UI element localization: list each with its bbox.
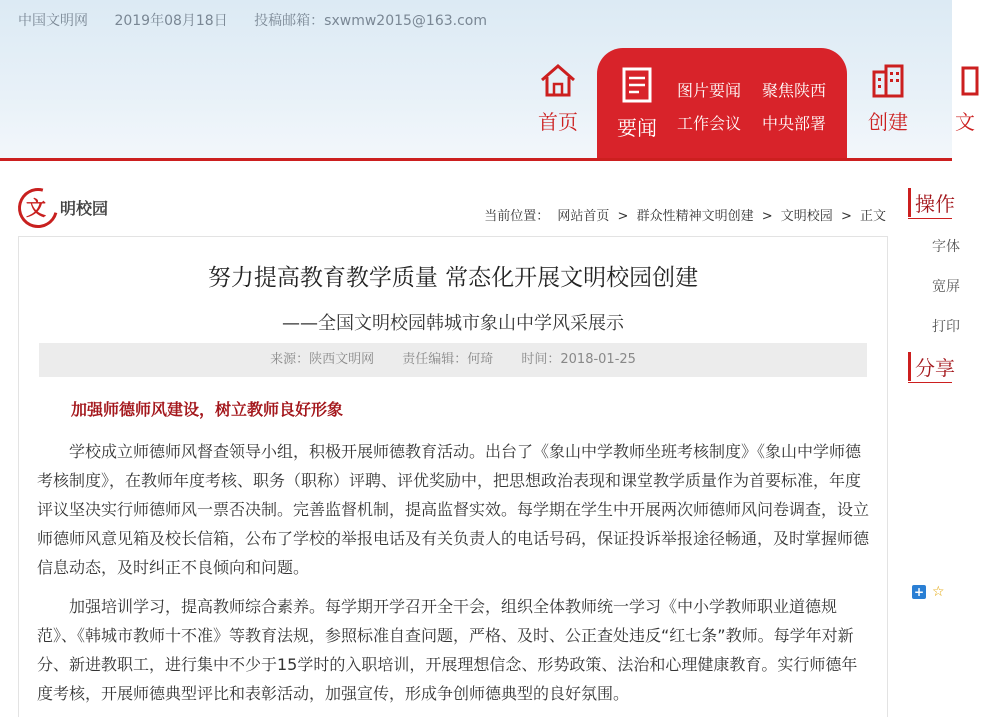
article-source: 来源：陕西文明网 bbox=[270, 352, 375, 367]
header-divider bbox=[0, 158, 952, 161]
section-heading: 加强师德师风建设，树立教师良好形象 bbox=[71, 400, 344, 419]
sidebar-font-option[interactable]: 字体 bbox=[932, 239, 960, 255]
nav-next-label: 文 bbox=[955, 110, 975, 134]
article-time: 时间：2018-01-25 bbox=[521, 352, 636, 367]
share-icons bbox=[912, 584, 945, 600]
home-icon bbox=[538, 62, 578, 98]
nav-news[interactable] bbox=[605, 66, 669, 141]
breadcrumb-sep: > bbox=[840, 209, 852, 224]
breadcrumb-sep: > bbox=[617, 209, 629, 224]
share-plus-icon[interactable]: + bbox=[913, 585, 925, 599]
breadcrumb-mass-culture[interactable]: 群众性精神文明创建 bbox=[636, 209, 754, 224]
breadcrumb-wenming-campus[interactable]: 文明校园 bbox=[780, 209, 833, 224]
header-date: 2019年08月18日 bbox=[114, 13, 228, 29]
article-title: 努力提高教育教学质量 常态化开展文明校园创建 bbox=[207, 265, 699, 291]
breadcrumb-prefix: 当前位置： bbox=[484, 209, 550, 224]
nav-news-label: 要闻 bbox=[617, 116, 657, 140]
favorite-star-icon[interactable]: ☆ bbox=[932, 584, 945, 600]
breadcrumb-home[interactable]: 网站首页 bbox=[557, 209, 610, 224]
nav-create-label: 创建 bbox=[868, 110, 908, 134]
article-subtitle: ——全国文明校园韩城市象山中学风采展示 bbox=[282, 313, 624, 334]
article-editor: 责任编辑：何琦 bbox=[402, 352, 494, 367]
sidebar-operate-title: 操作 bbox=[908, 188, 955, 217]
sidebar-print-option[interactable]: 打印 bbox=[932, 319, 960, 335]
logo-char: 文 bbox=[26, 196, 46, 220]
submission-email: 投稿邮箱：sxwmw2015@163.com bbox=[254, 13, 487, 29]
nav-home[interactable] bbox=[528, 62, 588, 135]
building-icon bbox=[868, 62, 908, 98]
breadcrumb bbox=[482, 205, 888, 224]
logo-text: 明校园 bbox=[60, 199, 109, 218]
breadcrumb-current: 正文 bbox=[859, 209, 886, 224]
nav-sub-focus-shaanxi[interactable]: 聚焦陕西 bbox=[762, 81, 827, 100]
article-meta bbox=[39, 343, 867, 377]
sidebar-divider bbox=[908, 382, 952, 383]
nav-sub-photo-news[interactable]: 图片要闻 bbox=[677, 81, 742, 100]
document-icon bbox=[619, 66, 655, 104]
site-header bbox=[0, 0, 975, 160]
nav-next-cut[interactable] bbox=[935, 62, 995, 135]
article-paragraph: 加强培训学习，提高教师综合素养。每学期开学召开全干会，组织全体教师统一学习《中小学教师职业道德规范》、《韩城市教师十不准》等教育法规，参照标准自查问题，严格、及时、公正查处违反“红七条”教师。每学年对新分、新进教职工，进行集中不少于15学时的入职培训，开展理想信念、形势政策、法治和心理健康教育。实行师德年度考核，开展师德典型评比和表彰活动，加强宣传，形成争创师德典型的良好氛围。 bbox=[37, 597, 858, 703]
breadcrumb-sep: > bbox=[761, 209, 773, 224]
nav-news-panel bbox=[597, 48, 847, 160]
top-info-bar bbox=[18, 10, 509, 30]
nav-sub-work-meeting[interactable]: 工作会议 bbox=[677, 114, 742, 133]
sidebar-widescreen-option[interactable]: 宽屏 bbox=[932, 279, 960, 295]
nav-home-label: 首页 bbox=[538, 110, 578, 134]
site-name[interactable]: 中国文明网 bbox=[18, 13, 88, 29]
nav-sub-central-deployment[interactable]: 中央部署 bbox=[762, 114, 827, 133]
article-panel bbox=[18, 236, 888, 717]
sidebar-share-title: 分享 bbox=[908, 352, 955, 381]
nav-create[interactable] bbox=[858, 62, 918, 135]
partial-nav-icon bbox=[955, 62, 975, 98]
sidebar-divider bbox=[908, 218, 952, 219]
article-paragraph: 学校成立师德师风督查领导小组，积极开展师德教育活动。出台了《象山中学教师坐班考核制度》《象山中学师德考核制度》，在教师年度考核、职务（职称）评聘、评优奖励中，把思想政治表现和课堂教学质量作为首要标准，年度评议坚决实行师德师风一票否决制。完善监督机制，提高监督实效。每学期在学生中开展两次师德师风问卷调查，设立师德师风意见箱及校长信箱，公布了学校的举报电话及有关负责人的电话号码，保证投诉举报途径畅通，及时掌握师德信息动态，及时纠正不良倾向和问题。 bbox=[37, 442, 870, 577]
